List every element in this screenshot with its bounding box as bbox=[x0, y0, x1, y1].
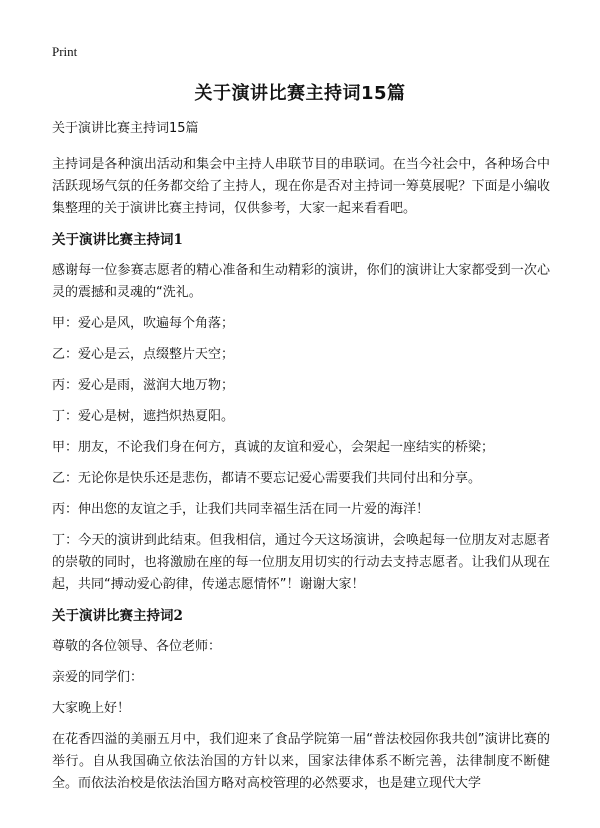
paragraph: 亲爱的同学们： bbox=[52, 670, 144, 685]
paragraph: 甲：朋友，不论我们身在何方，真诚的友谊和爱心，会架起一座结实的桥梁； bbox=[52, 440, 495, 455]
section-heading-1: 关于演讲比赛主持词1 bbox=[52, 232, 183, 248]
paragraph: 丁：爱心是树，遮挡炽热夏阳。 bbox=[52, 409, 235, 424]
paragraph: 感谢每一位参赛志愿者的精心准备和生动精彩的演讲，你们的演讲让大家都受到一次心灵的震撼和灵魂的“洗礼。 bbox=[52, 263, 550, 300]
document-subtitle: 关于演讲比赛主持词15篇 bbox=[52, 121, 199, 136]
intro-paragraph: 主持词是各种演出活动和集会中主持人串联节目的串联词。在当今社会中，各种场合中活跃现场气氛的任务都交给了主持人，现在你是否对主持词一筹莫展呢？下面是小编收集整理的关于演讲比赛主持词，仅供参考，大家一起来看看吧。 bbox=[52, 157, 550, 216]
paragraph: 乙：爱心是云，点缀整片天空； bbox=[52, 347, 235, 362]
paragraph: 在花香四溢的美丽五月中，我们迎来了食品学院第一届“普法校园你我共创”演讲比赛的举行。自从我国确立依法治国的方针以来，国家法律体系不断完善，法律制度不断健全。而依法治校是依法治国方略对高校管理的必然要求，也是建立现代大学 bbox=[52, 732, 550, 791]
print-link[interactable]: Print bbox=[52, 44, 78, 59]
paragraph: 丁：今天的演讲到此结束。但我相信，通过今天这场演讲，会唤起每一位朋友对志愿者的崇敬的同时，也将激励在座的每一位朋友用切实的行动去支持志愿者。让我们从现在起，共同“搏动爱心韵律，传递志愿情怀”！谢谢大家！ bbox=[52, 533, 550, 592]
paragraph: 大家晚上好！ bbox=[52, 701, 131, 716]
document-title: 关于演讲比赛主持词15篇 bbox=[194, 83, 406, 104]
section-heading-2: 关于演讲比赛主持词2 bbox=[52, 608, 183, 624]
document-body bbox=[52, 118, 550, 804]
paragraph: 丙：伸出您的友谊之手，让我们共同幸福生活在同一片爱的海洋！ bbox=[52, 502, 430, 517]
paragraph: 尊敬的各位领导、各位老师： bbox=[52, 639, 222, 654]
paragraph: 乙：无论你是快乐还是悲伤，都请不要忘记爱心需要我们共同付出和分享。 bbox=[52, 471, 482, 486]
paragraph: 甲：爱心是风，吹遍每个角落； bbox=[52, 316, 235, 331]
paragraph: 丙：爱心是雨，滋润大地万物； bbox=[52, 378, 235, 393]
